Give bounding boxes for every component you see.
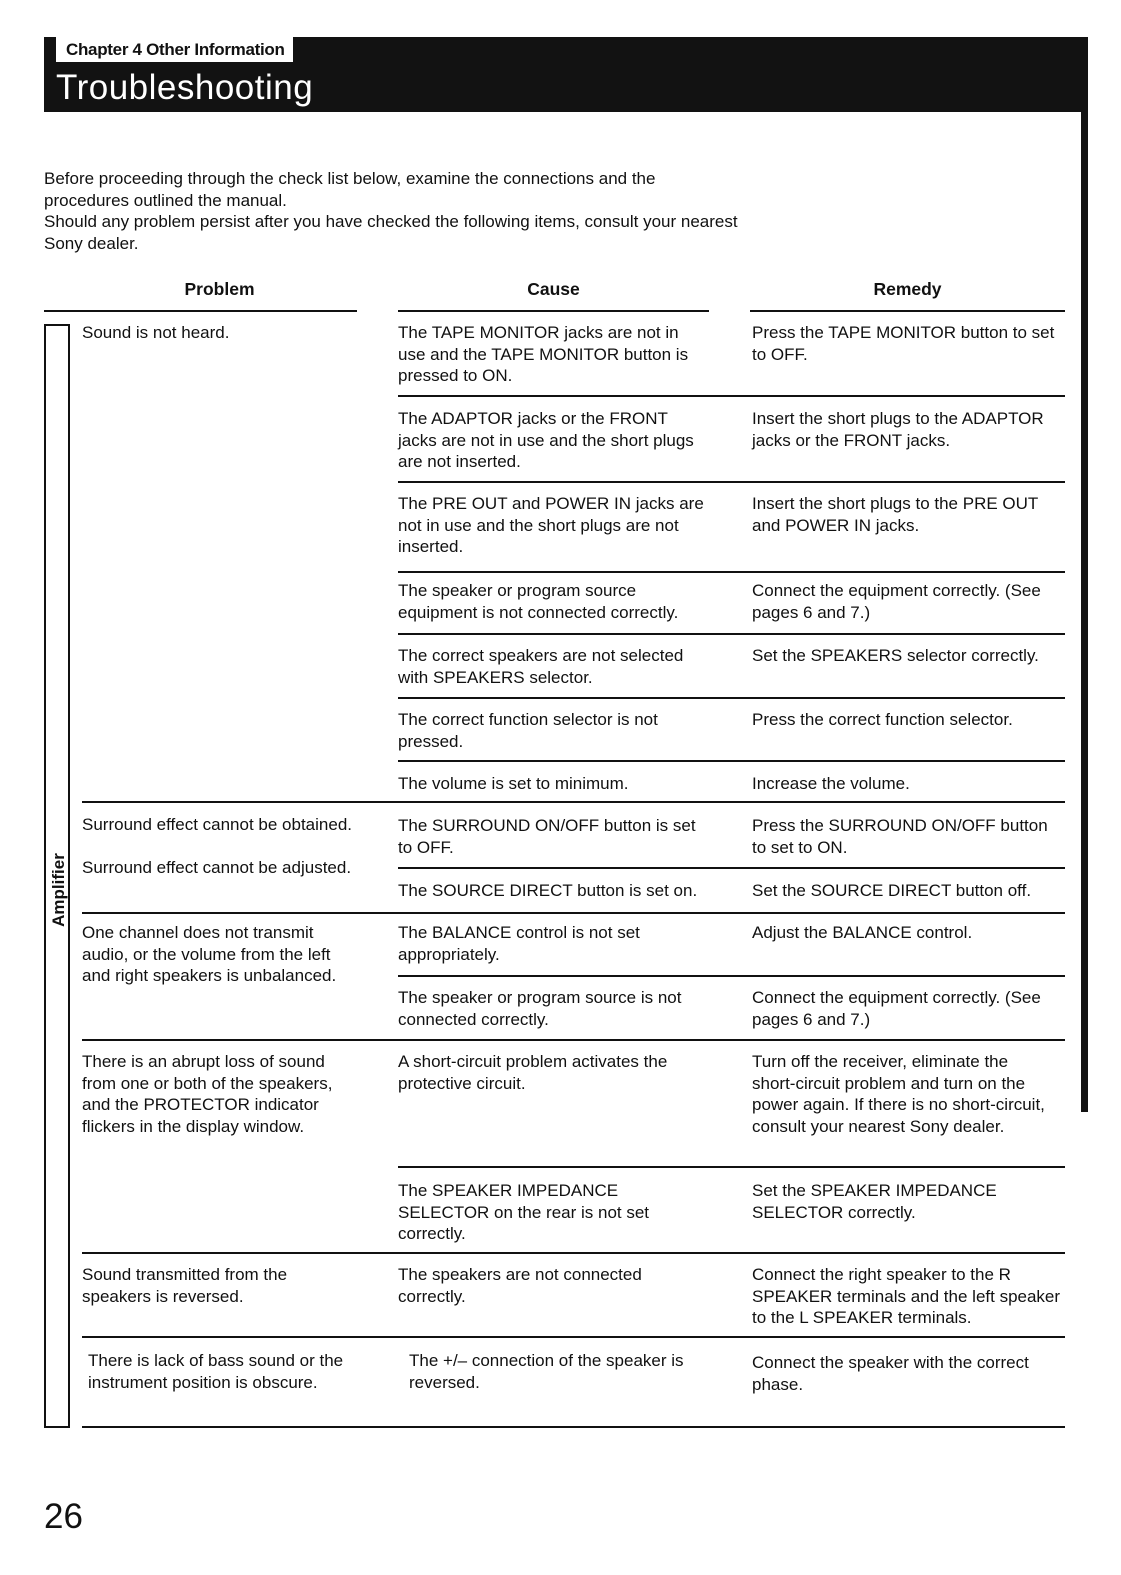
group-divider bbox=[82, 801, 1065, 803]
page-number: 26 bbox=[44, 1497, 83, 1536]
group-divider bbox=[82, 1336, 1065, 1338]
section-label bbox=[46, 850, 72, 930]
row-divider bbox=[398, 481, 1065, 483]
problem-cell: Surround effect cannot be obtained. bbox=[82, 815, 352, 834]
remedy-cell: Insert the short plugs to the PRE OUT and POWER IN jacks. bbox=[752, 494, 1038, 535]
remedy-cell: Press the TAPE MONITOR button to set to OFF. bbox=[752, 323, 1055, 364]
intro-line-1: Before proceeding through the check list below, examine the connections and the procedures outlined the manual. bbox=[44, 169, 656, 210]
cause-cell: The speaker or program source equipment is not connected correctly. bbox=[398, 581, 679, 622]
row-divider bbox=[398, 760, 1065, 762]
cause-cell: A short-circuit problem activates the protective circuit. bbox=[398, 1052, 668, 1093]
cause-cell: The correct function selector is not pressed. bbox=[398, 710, 658, 751]
problem-cell: There is lack of bass sound or the instrument position is obscure. bbox=[88, 1351, 344, 1392]
remedy-cell: Increase the volume. bbox=[752, 774, 910, 793]
cause-cell: The ADAPTOR jacks or the FRONT jacks are not in use and the short plugs are not inserted. bbox=[398, 409, 694, 471]
cause-cell: The BALANCE control is not set appropriately. bbox=[398, 923, 640, 964]
row-divider bbox=[398, 395, 1065, 397]
remedy-cell: Set the SPEAKERS selector correctly. bbox=[752, 646, 1039, 665]
cause-cell: The speakers are not connected correctly. bbox=[398, 1265, 642, 1306]
problem-cell: Sound is not heard. bbox=[82, 323, 230, 342]
remedy-cell: Insert the short plugs to the ADAPTOR jacks or the FRONT jacks. bbox=[752, 409, 1044, 450]
cause-cell: The SURROUND ON/OFF button is set to OFF. bbox=[398, 816, 696, 857]
chapter-label: Chapter 4 Other Information bbox=[56, 37, 293, 62]
cause-cell: The correct speakers are not selected with SPEAKERS selector. bbox=[398, 646, 684, 687]
chapter-marker bbox=[44, 37, 56, 62]
remedy-cell: Press the correct function selector. bbox=[752, 710, 1013, 729]
cause-cell: The volume is set to minimum. bbox=[398, 774, 629, 793]
problem-cell: Surround effect cannot be adjusted. bbox=[82, 858, 352, 877]
remedy-cell: Connect the speaker with the correct phase. bbox=[752, 1353, 1029, 1394]
column-header-cause: Cause bbox=[527, 279, 580, 299]
problem-cell: Sound transmitted from the speakers is reversed. bbox=[82, 1265, 288, 1306]
intro-text bbox=[44, 168, 744, 254]
remedy-cell: Turn off the receiver, eliminate the short-circuit problem and turn on the power again. If there is no short-circuit, consult your nearest Sony dealer. bbox=[752, 1052, 1045, 1136]
cause-cell: The SOURCE DIRECT button is set on. bbox=[398, 881, 698, 900]
column-header-remedy: Remedy bbox=[873, 279, 942, 299]
column-rule-cause bbox=[398, 310, 709, 312]
row-divider bbox=[398, 571, 1065, 573]
cause-cell: The +/– connection of the speaker is reversed. bbox=[409, 1351, 684, 1392]
remedy-cell: Set the SPEAKER IMPEDANCE SELECTOR correctly. bbox=[752, 1181, 997, 1222]
remedy-cell: Set the SOURCE DIRECT button off. bbox=[752, 881, 1032, 900]
remedy-cell: Press the SURROUND ON/OFF button to set to ON. bbox=[752, 816, 1048, 857]
cause-cell: The speaker or program source is not connected correctly. bbox=[398, 988, 682, 1029]
row-divider bbox=[398, 867, 1065, 869]
remedy-cell: Connect the equipment correctly. (See pages 6 and 7.) bbox=[752, 581, 1041, 622]
row-divider bbox=[398, 975, 1065, 977]
group-divider bbox=[82, 1252, 1065, 1254]
group-divider bbox=[82, 1039, 1065, 1041]
remedy-cell: Adjust the BALANCE control. bbox=[752, 923, 973, 942]
cause-cell: The TAPE MONITOR jacks are not in use and the TAPE MONITOR button is pressed to ON. bbox=[398, 323, 689, 385]
page-title: Troubleshooting bbox=[56, 68, 314, 107]
section-label-text: Amplifier bbox=[49, 853, 68, 927]
header-edge-rule bbox=[1081, 112, 1088, 1112]
group-divider bbox=[82, 912, 1065, 914]
table-bottom-rule bbox=[82, 1426, 1065, 1428]
intro-line-2: Should any problem persist after you have checked the following items, consult your nearest Sony dealer. bbox=[44, 212, 738, 253]
column-rule-remedy bbox=[750, 310, 1065, 312]
column-header-problem: Problem bbox=[184, 279, 255, 299]
cause-cell: The PRE OUT and POWER IN jacks are not in use and the short plugs are not inserted. bbox=[398, 494, 704, 556]
remedy-cell: Connect the equipment correctly. (See pages 6 and 7.) bbox=[752, 988, 1041, 1029]
problem-cell: There is an abrupt loss of sound from one or both of the speakers, and the PROTECTOR indicator flickers in the display window. bbox=[82, 1052, 333, 1136]
row-divider bbox=[398, 1166, 1065, 1168]
row-divider bbox=[398, 633, 1065, 635]
column-rule-problem bbox=[44, 310, 357, 312]
problem-cell: One channel does not transmit audio, or the volume from the left and right speakers is unbalanced. bbox=[82, 923, 337, 985]
row-divider bbox=[398, 697, 1065, 699]
cause-cell: The SPEAKER IMPEDANCE SELECTOR on the rear is not set correctly. bbox=[398, 1181, 650, 1243]
remedy-cell: Connect the right speaker to the R SPEAKER terminals and the left speaker to the L SPEAKER terminals. bbox=[752, 1265, 1061, 1327]
